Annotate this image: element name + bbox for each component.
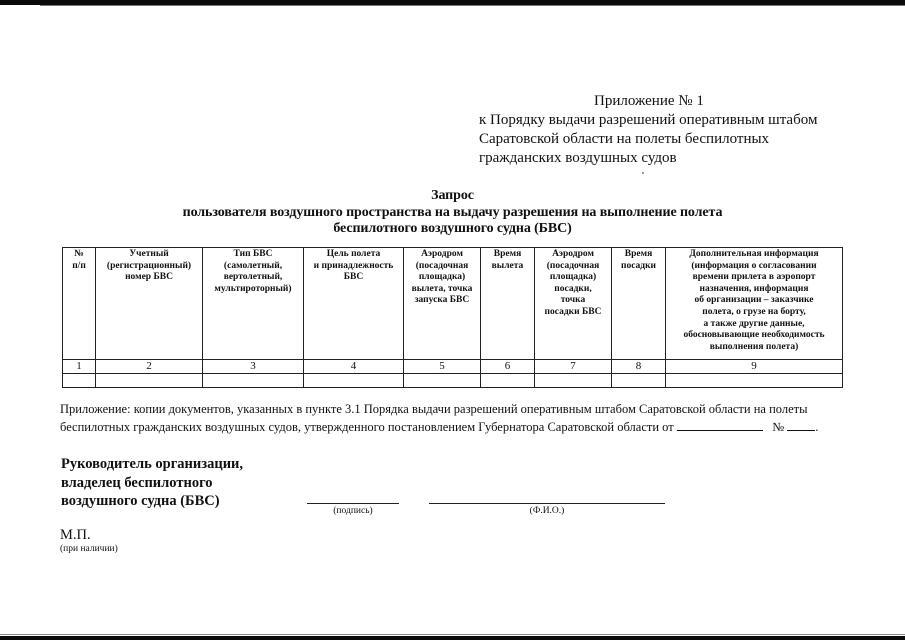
request-title: Запрос — [431, 188, 474, 203]
table-cell — [203, 374, 304, 388]
column-number: 9 — [666, 360, 843, 374]
column-number: 6 — [481, 360, 535, 374]
header-cell-departure-airfield: Аэродром (посадочная площадка) вылета, точка запуска БВС — [404, 248, 481, 360]
column-number: 4 — [304, 360, 404, 374]
table-cell — [612, 374, 666, 388]
header-cell-number: № п/п — [63, 248, 96, 360]
appendix-header — [479, 92, 817, 168]
number-sign: № — [772, 420, 785, 434]
name-caption: (Ф.И.О.) — [529, 506, 565, 516]
table-cell — [304, 374, 404, 388]
appendix-line: к Порядку выдачи разрешений оперативным штабом — [479, 112, 818, 128]
column-number: 5 — [404, 360, 481, 374]
note-line: Приложение: копии документов, указанных в пункте 3.1 Порядка выдачи разрешений оперативным штабом Саратовской области на полеты — [60, 402, 808, 416]
signer-line: Руководитель организации, — [61, 456, 244, 472]
table-row — [63, 374, 843, 388]
header-cell-additional-info: Дополнительная информация (информация о согласовании времени прилета в аэропорт назначения, информация об организации – заказчике полета, о грузе на борту, а также другие данные, обосновывающие необходимость выполнения полета) — [666, 248, 843, 360]
appendix-line: Саратовской области на полеты беспилотных — [479, 131, 770, 147]
table-cell — [404, 374, 481, 388]
number-blank — [787, 418, 815, 431]
stamp-note: (при наличии) — [60, 544, 118, 554]
signature-line — [307, 503, 399, 504]
request-table — [62, 247, 843, 388]
table-cell — [666, 374, 843, 388]
attachment-note — [60, 400, 860, 436]
note-line-2 — [60, 418, 860, 436]
table-number-row — [63, 360, 843, 374]
header-cell-departure-time: Время вылета — [481, 248, 535, 360]
scan-edge-top-shadow — [40, 5, 905, 6]
table-cell — [63, 374, 96, 388]
appendix-line: гражданских воздушных судов — [479, 150, 677, 166]
table-cell — [481, 374, 535, 388]
column-number: 2 — [96, 360, 203, 374]
signer-line: владелец беспилотного — [61, 474, 213, 491]
stamp-label: М.П. — [60, 527, 91, 543]
table-cell — [96, 374, 203, 388]
request-subtitle-line2: беспилотного воздушного судна (БВС) — [333, 221, 572, 236]
note-line: беспилотных гражданских воздушных судов, утвержденного постановлением Губернатора Саратовской области от — [60, 420, 674, 434]
header-cell-landing-airfield: Аэродром (посадочная площадка) посадки, точка посадки БВС — [535, 248, 612, 360]
column-number: 7 — [535, 360, 612, 374]
signer-label — [61, 455, 243, 511]
note-end: . — [815, 420, 819, 434]
request-subtitle-line1: пользователя воздушного пространства на выдачу разрешения на выполнение полета — [182, 205, 723, 220]
date-blank — [677, 418, 763, 431]
table-cell — [535, 374, 612, 388]
signature-caption: (подпись) — [333, 506, 373, 516]
header-cell-purpose: Цель полета и принадлежность БВС — [304, 248, 404, 360]
appendix-title: Приложение № 1 — [594, 93, 704, 109]
header-cell-landing-time: Время посадки — [612, 248, 666, 360]
scan-speck — [642, 172, 644, 174]
table-header-row — [63, 248, 843, 360]
column-number: 3 — [203, 360, 304, 374]
name-line — [429, 503, 665, 504]
header-cell-registration: Учетный (регистрационный) номер БВС — [96, 248, 203, 360]
column-number: 1 — [63, 360, 96, 374]
scan-edge-bottom-shadow — [0, 634, 905, 635]
signer-line: воздушного судна (БВС) — [61, 493, 220, 509]
scan-edge-bottom — [0, 636, 905, 640]
header-cell-uav-type: Тип БВС (самолетный, вертолетный, мультироторный) — [203, 248, 304, 360]
column-number: 8 — [612, 360, 666, 374]
